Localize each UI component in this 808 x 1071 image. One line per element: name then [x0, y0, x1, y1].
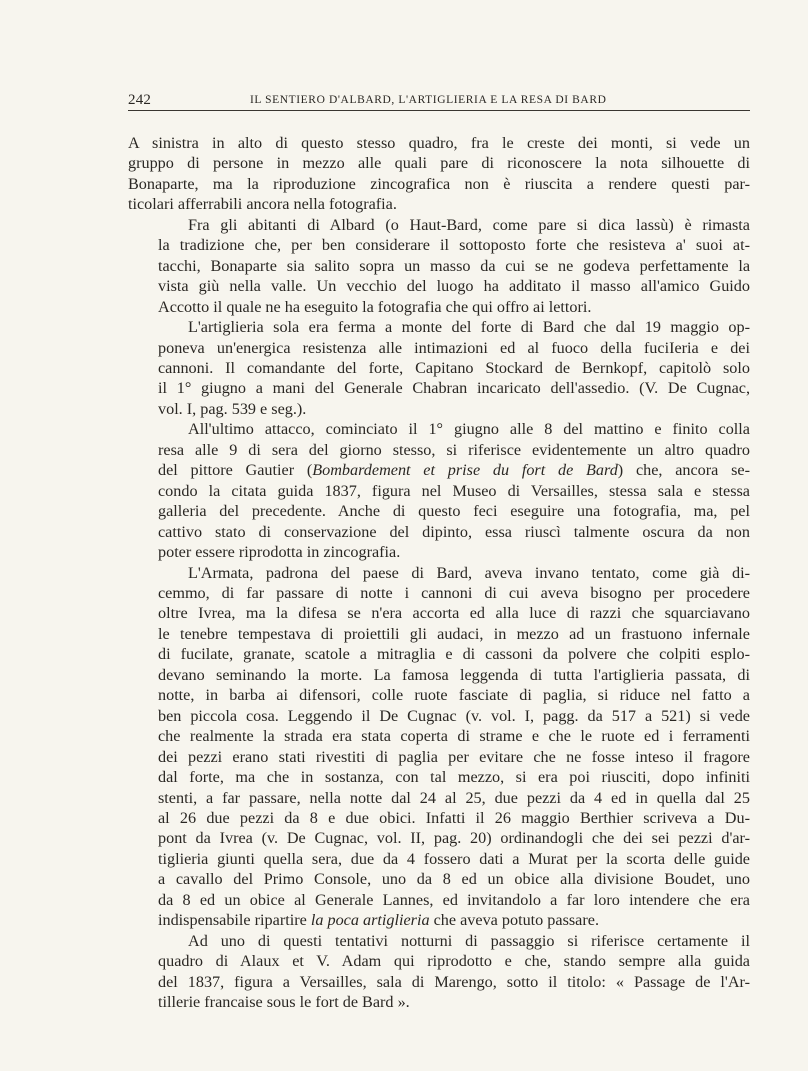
text-line: cattivo stato di conservazione del dipinto, essa riuscì talmente oscura da non — [158, 522, 750, 541]
text-line: L'artiglieria sola era ferma a monte del forte di Bard che dal 19 maggio op- — [188, 318, 750, 337]
text-line: resa alle 9 di sera del giorno stesso, si riferisce evidentemente un altro quadro — [158, 440, 750, 459]
text-line: cannoni. Il comandante del forte, Capitano Stockard de Bernkopf, capitolò solo — [158, 358, 750, 377]
text-line: gruppo di persone in mezzo alle quali pare di riconoscere la nota silhouette di — [128, 154, 750, 173]
body-text — [128, 133, 750, 1012]
text-line: a cavallo del Primo Console, uno da 8 ed un obice alla divisione Boudet, uno — [158, 870, 750, 889]
text-line: Bonaparte, ma la riproduzione zincografica non è riuscita a rendere questi par- — [128, 174, 750, 193]
paragraph — [128, 931, 750, 1013]
text-line: vista giù nella valle. Un vecchio del luogo ha additato il masso all'amico Guido — [158, 277, 750, 296]
text-line: pont da Ivrea (v. De Cugnac, vol. II, pag. 20) ordinandogli che dei sei pezzi d'ar- — [158, 829, 750, 848]
text-line: indispensabile ripartire la poca artiglieria che aveva potuto passare. — [158, 911, 599, 930]
text-line: del 1837, figura a Versailles, sala di Marengo, sotto il titolo: « Passage de l'Ar- — [158, 972, 750, 991]
text-line: All'ultimo attacco, cominciato il 1° giugno alle 8 del mattino e finito colla — [188, 420, 750, 439]
text-line: ben piccola cosa. Leggendo il De Cugnac (v. vol. I, pagg. da 517 a 521) si vede — [158, 706, 750, 725]
text-line: galleria del precedente. Anche di questo feci eseguire una fotografia, ma, pel — [158, 502, 750, 521]
text-line: tiglieria giunti quella sera, due da 4 fossero dati a Murat per la scorta delle guide — [158, 849, 750, 868]
text-line: condo la citata guida 1837, figura nel Museo di Versailles, stessa sala e stessa — [158, 481, 750, 500]
paragraph — [128, 215, 750, 317]
paragraph — [128, 563, 750, 931]
text-line: al 26 due pezzi da 8 e due obici. Infatti il 26 maggio Berthier scriveva a Du- — [158, 808, 750, 827]
text-line: dal forte, ma che in sostanza, con tal mezzo, si era poi riusciti, dopo infiniti — [158, 768, 750, 787]
text-line: da 8 ed un obice al Generale Lannes, ed invitandolo a far loro intendere che era — [158, 890, 750, 909]
text-line: tillerie francaise sous le fort de Bard ». — [158, 993, 410, 1012]
text-line: A sinistra in alto di questo stesso quadro, fra le creste dei monti, si vede un — [128, 134, 750, 152]
text-line: devano seminando la morte. La famosa leggenda di tutta l'artiglieria passata, di — [158, 665, 750, 684]
text-line: del pittore Gautier (Bombardement et prise du fort de Bard) che, ancora se- — [158, 461, 750, 480]
running-title: IL SENTIERO D'ALBARD, L'ARTIGLIERIA E LA RESA DI BARD — [250, 94, 607, 106]
text-line: poter essere riprodotta in zincografia. — [158, 543, 401, 562]
paragraph — [128, 419, 750, 562]
text-line: che realmente la strada era stata coperta di strame e che le ruote ed i ferramenti — [158, 727, 750, 746]
text-line: Ad uno di questi tentativi notturni di passaggio si riferisce certamente il — [188, 931, 750, 950]
text-line: notte, in barba ai difensori, colle ruote fasciate di paglia, si riduce nel fatto a — [158, 686, 750, 705]
text-line: quadro di Alaux et V. Adam qui riprodotto e che, stando sempre alla guida — [158, 952, 750, 971]
text-line: Fra gli abitanti di Albard (o Haut-Bard, come pare si dica lassù) è rimasta — [188, 215, 750, 234]
book-page — [128, 86, 750, 1012]
text-line: tacchi, Bonaparte sia salito sopra un masso da cui se ne godeva perfettamente la — [158, 256, 750, 275]
text-line: cemmo, di far passare di notte i cannoni di cui aveva bisogno per procedere — [158, 583, 750, 602]
text-line: poneva un'energica resistenza alle intimazioni ed al fuoco della fuciIeria e dei — [158, 338, 750, 357]
text-line: dei pezzi erano stati rivestiti di paglia per evitare che ne fosse inteso il fragore — [158, 747, 750, 766]
italic-title: la poca artiglieria — [310, 911, 430, 930]
text-line: le tenebre tempestava di proiettili gli audaci, in mezzo ad un frastuono infernale — [158, 624, 750, 643]
page-header — [128, 86, 750, 111]
text-line: L'Armata, padrona del paese di Bard, aveva invano tentato, come già di- — [188, 563, 750, 582]
text-line: di fucilate, granate, scatole a mitraglia e di cassoni da polvere che colpiti esplo- — [158, 645, 750, 664]
text-line: il 1° giugno a mani del Generale Chabran incaricato dell'assedio. (V. De Cugnac, — [158, 379, 750, 398]
text-line: Accotto il quale ne ha eseguito la fotografia che qui offro ai lettori. — [158, 297, 592, 316]
text-line: oltre Ivrea, ma la difesa se n'era accorta ed alla luce di razzi che squarciavano — [158, 604, 750, 623]
italic-title: Bombardement et prise du fort de Bard — [312, 461, 618, 480]
text-line: stenti, a far passare, nella notte dal 24 al 25, due pezzi da 4 ed in quella dal 25 — [158, 788, 750, 807]
text-line: ticolari afferrabili ancora nella fotografia. — [128, 195, 397, 214]
paragraph — [128, 133, 750, 215]
text-line: vol. I, pag. 539 e seg.). — [158, 399, 307, 418]
text-line: la tradizione che, per ben considerare il sottoposto forte che resisteva a' suoi at- — [158, 236, 750, 255]
paragraph — [128, 317, 750, 419]
page-number: 242 — [128, 92, 152, 108]
